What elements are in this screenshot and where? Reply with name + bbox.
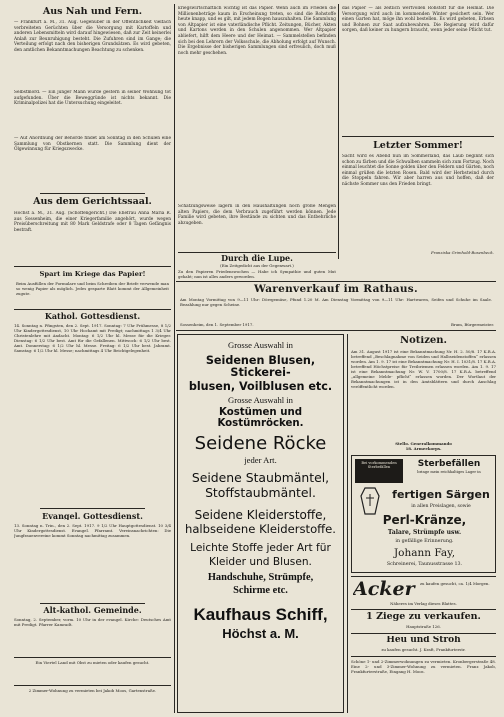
saerge-sub-2: in gefällige Erinnerung. — [395, 539, 454, 544]
small-ad-land: Ein Viertel Land mit Obst zu mieten oder kaufen gesucht. — [35, 660, 150, 665]
heu-sub: zu kaufen gesucht. J. Kraft, Frankfurterstr. — [381, 647, 466, 652]
warenverkauf-text: Am Montag Vormittag von 9—11 Uhr: Dörrgemüse, Pfund 1.20 M. Am Dienstag Vormittag von 9—11 Uhr: Hartwaren, Seifen und Schuhe im Saale. Bezahlung nur gegen Scheine. — [180, 297, 492, 307]
letzter-sommer-signature: Franziska Grimhold-Bosenbeck. — [431, 250, 494, 255]
saerge-kraenze: Perl-Kränze, — [382, 513, 467, 527]
ziege-sub: Hauptstraße 126. — [406, 624, 441, 629]
evang-gottesdienst-text: 13. Sonntag n. Trin., den 2. Sept. 1917. 9 1/2 Uhr Hauptgottesdienst. 10 3/4 Uhr Kindergottesdienst. Evangel. Pfarramt. Vereinsnachrichten: Die Jungfrauenvereine kommt Sonntag nachmittag zusammen. — [14, 523, 171, 538]
saerge-heading: Sterbefällen — [417, 459, 481, 469]
aus-nah-article-3: — Auf Anordnung der Behörde findet am Sonntag in den Schulen eine Sammlung von Obstkernen statt. Die Sammlung dient der Ölgewinnung für Kriegszwecke. — [14, 136, 171, 153]
notizen-text: Am 31. August 1917 ist eine Bekanntmachung Nr. H. 2. 50/8. 17 K.R.A. betreffend „Beschlagnahme von Seiden und Halbseidenstoffen“ erlassen worden. Am 1. 9. 17 ist eine Bekanntmachung Nr. H. I. 1031/8. 17 K.R.A. betreffend Höchstpreise für Treibriemen erlassen worden. Am 1. 9. 17 ist eine Bekanntmachung Nr. W. V. 1700/8. 17 K.R.A. betreffend „allgemeine Melde- pflicht“ erlassen worden. Der Wortlaut der Bekanntmachungen ist in den Amtsblättern und durch Anschlag veröffentlicht worden. — [351, 349, 496, 389]
aus-nah-heading: Aus Nah und Fern. — [42, 7, 143, 17]
ad-line-hoechst: Höchst a. M. — [222, 626, 299, 642]
ad-line-kostueme: Kostümen und Kostümröcken. — [217, 407, 304, 429]
gerichtssaal-heading: Aus dem Gerichtssaal. — [33, 197, 152, 207]
small-ad-wohnung: 2 Zimmer-Wohnung zu vermieten bei Jakob Moos, Gartenstraße. — [28, 688, 157, 693]
aus-nah-article-2: Selbstmord. — Ein junger Mann wurde gestern in seiner Wohnung tot aufgefunden. Über die Beweggründe ist nichts bekannt. Die Kriminalpolizei hat die Untersuchung eingeleitet. — [14, 90, 171, 107]
ad-line-jeder-art: jeder Art. — [244, 454, 277, 465]
evang-gottesdienst-heading: Evangel. Gottesdienst. — [42, 512, 143, 521]
ad-line-schirme: Schirme etc. — [233, 584, 288, 596]
ad-line-kleider-blusen: Kleider und Blusen. — [209, 555, 312, 568]
kath-gottesdienst-heading: Kathol. Gottesdienst. — [44, 312, 141, 321]
right-article: das Papier — als zeitlich wertvollen Rohstoff für die Heimat. Die Versorgung wird auch im kommenden Winter gesichert sein. Wer einen Garten hat, möge ihn wohl bestellen. Es wird gebeten, Erbsen und Bohnen zur Saat aufzubewahren. Die Regierung wird dafür sorgen, daß keiner zu hungern braucht, wenn jeder seine Pflicht tut. — [342, 6, 494, 34]
aus-nah-article-1: — Frankfurt a. M., 31. Aug. Gegenüber in der Öffentlichkeit vielfach verbreiteten Gerüchten über die Versorgung mit Kartoffeln und anderen Lebensmitteln wird darauf hingewiesen, daß zur Zeit keinerlei Anlaß zur Beunruhigung besteht. Die Zufuhren sind im Gange; die Verteilung erfolgt nach den bisherigen Grundsätzen. Es wird gebeten, den amtlichen Bekanntmachungen Beachtung zu schenken. — [14, 20, 171, 53]
saerge-sub: in allen Preislagen, sowie — [411, 504, 471, 509]
middle-article-2: Schätzungsweise lagern in den Haushaltungen noch große Mengen alten Papiers, die dem Verbrauch zugeführt werden können. Jede Familie wird gebeten, ihre Bestände zu sichten und das Entbehrliche abzugeben. — [178, 204, 336, 226]
ad-line-staubmaentel: Seidene Staubmäntel, — [191, 469, 330, 485]
ad-line-handschuhe: Handschuhe, Strümpfe, — [207, 571, 314, 583]
saerge-banner-left: Bei vorkommenden Sterbefällen — [355, 459, 403, 483]
ad-line-kleiderstoffe: Seidene Kleiderstoffe, — [194, 507, 327, 522]
ad-line-halbseidene: halbseidene Kleiderstoffe. — [184, 522, 336, 537]
notizen-heading: Notizen. — [399, 336, 448, 346]
middle-article: kriegswirtschaftlich wichtig ist das Papier. Wenn auch im Frieden die Millionenbeträge kaum in Erscheinung treten, so sind die Rohstoffe heute knapp, und es gilt, mit jedem Bogen hauszuhalten. Die Sammlung von Altpapier ist eine vaterländische Pflicht. Zeitungen, Bücher, Akten und Kartons werden in den Schulen angenommen. Wer Altpapier abliefert, hilft dem Heere und der Heimat. — Sammelstellen befinden sich bei den Lehrern der Volksschule, die Abholung erfolgt auf Wunsch. Die Ergebnisse der bisherigen Sammlungen sind erfreulich, doch muß noch mehr geschehen. — [178, 6, 336, 56]
saerge-address: Schreinerei, Taunusstrasse 13. — [386, 562, 463, 567]
kath-gottesdienst-text: 14. Sonntag n. Pfingsten, den 2. Sept. 1917. Sonntag: 7 Uhr Frühmesse, 8 1/2 Uhr Kindergottesdienst, 10 Uhr Hochamt mit Predigt; nachmittags 1 3/4 Uhr Christenlehre mit Andacht. Montag: 6 1/2 Uhr hl. Messe für die Krieger. Dienstag: 6 1/2 Uhr best. Amt für die Gefallenen. Mittwoch: 6 1/2 Uhr best. Amt. Donnerstag: 6 1/2 Uhr hl. Messe. Freitag: 6 1/2 Uhr best. Jahramt. Samstag: 6 1/2 Uhr hl. Messe; nachmittags 4 Uhr Beichtgelegenheit. — [14, 323, 171, 353]
saerge-kraenze-sub: Talare, Strümpfe usw. — [387, 529, 462, 536]
saerge-big-text: fertigen Särgen — [392, 488, 490, 501]
heu-title: Heu und Stroh — [386, 636, 461, 645]
warenverkauf-title: Warenverkauf im Rathaus. — [254, 284, 418, 295]
ad-line-kaufhaus-schiff: Kaufhaus Schiff, — [193, 605, 328, 625]
letzter-sommer-heading: Letzter Sommer! — [373, 141, 463, 151]
saerge-banner-right: bringe mein reichhaltiges Lager in — [417, 470, 481, 474]
acker-footer: Näheres im Verlag dieses Blattes. — [390, 601, 457, 606]
warenverkauf-signature: Brum, Bürgermeister. — [450, 322, 494, 327]
lupe-heading: Durch die Lupe. — [221, 254, 293, 263]
ad-line-stoffstaubmaentel: Stoffstaubmäntel. — [205, 484, 316, 500]
ad-line-grosse-2: Grosse Auswahl in — [228, 395, 293, 406]
coffin-icon — [355, 486, 385, 516]
ad-line-leichte-stoffe: Leichte Stoffe jeder Art für — [190, 542, 331, 555]
heu-text: Schöne 1- und 2-Zimmerwohnungen zu vermieten. Kronbergerstraße 48. Eine 2- und 3-Zimmer-Wohnung zu vermieten. Franz Jakob, Frankfurterstraße, Eingang H. Moos. — [351, 659, 496, 674]
spart-papier-text: Beim Ausfüllen der Formulare und beim Schreiben der Briefe verwende man so wenig Papier als möglich. Jedes gesparte Blatt kommt der Allgemeinheit zugute. — [16, 281, 169, 296]
notizen-signature-1: Stello. Generalkommando — [395, 441, 452, 446]
altkath-gemeinde-heading: Alt-kathol. Gemeinde. — [43, 606, 142, 615]
ad-line-seidene-roecke: Seidene Röcke — [194, 432, 327, 454]
saerge-ad — [351, 455, 496, 573]
altkath-gemeinde-text: Sonntag, 2. September, vorm. 10 Uhr in der evangel. Kirche: Deutsches Amt mit Predigt. Pfarrer Kamradt. — [14, 617, 171, 627]
warenverkauf-date: Sossenheim, den 1. September 1917. — [180, 322, 254, 327]
letzter-sommer-text: Sacht wird es Abend nun im Sommerland, das Laub beginnt sich schon zu färben und die Schwalben sammeln sich zum Fortzug. Noch einmal leuchtet die Sonne golden über den Feldern und Gärten, noch einmal grüßen die letzten Rosen. Bald wird der Herbstwind durch die Stoppeln fahren. Wir aber harren aus und hoffen, daß der nächste Sommer uns den Frieden bringt. — [342, 154, 494, 187]
saerge-name: Johann Fay, — [393, 547, 456, 559]
notizen-signature-2: 18. Armeekorps. — [405, 446, 442, 451]
ziege-title: 1 Ziege zu verkaufen. — [366, 612, 481, 622]
acker-side: zu kaufen gesucht, ca. 1/4 Morgen. — [420, 581, 490, 586]
lupe-subheading: (Ein Zeitgedicht aus der Gegenwart.) — [220, 263, 294, 268]
kaufhaus-schiff-ad — [177, 334, 344, 713]
acker-title: Acker — [353, 578, 415, 600]
ad-line-grosse-1: Grosse Auswahl in — [228, 340, 293, 350]
spart-papier-heading: Spart im Kriege das Papier! — [39, 271, 146, 278]
gerichtssaal-text: Höchst a. M., 31. Aug. (Schöffengericht.) Die Ehefrau Anna Maria R. aus Sossenheim, die einer Kriegerfamilie angehört, wurde wegen Preisüberschreitung mit 80 Mark Geldstrafe oder 8 Tagen Gefängnis bestraft. — [14, 211, 171, 233]
ad-line-seidenen-blusen: Seidenen Blusen, Stickerei- — [205, 354, 316, 379]
ad-line-voilblusen: blusen, Voilblusen etc. — [188, 379, 333, 393]
lupe-text: Zu den Papieren Friedenswochen — Habe ich Sympathie und guten Mut gehabt; nun ist alles anders geworden. — [178, 269, 336, 279]
